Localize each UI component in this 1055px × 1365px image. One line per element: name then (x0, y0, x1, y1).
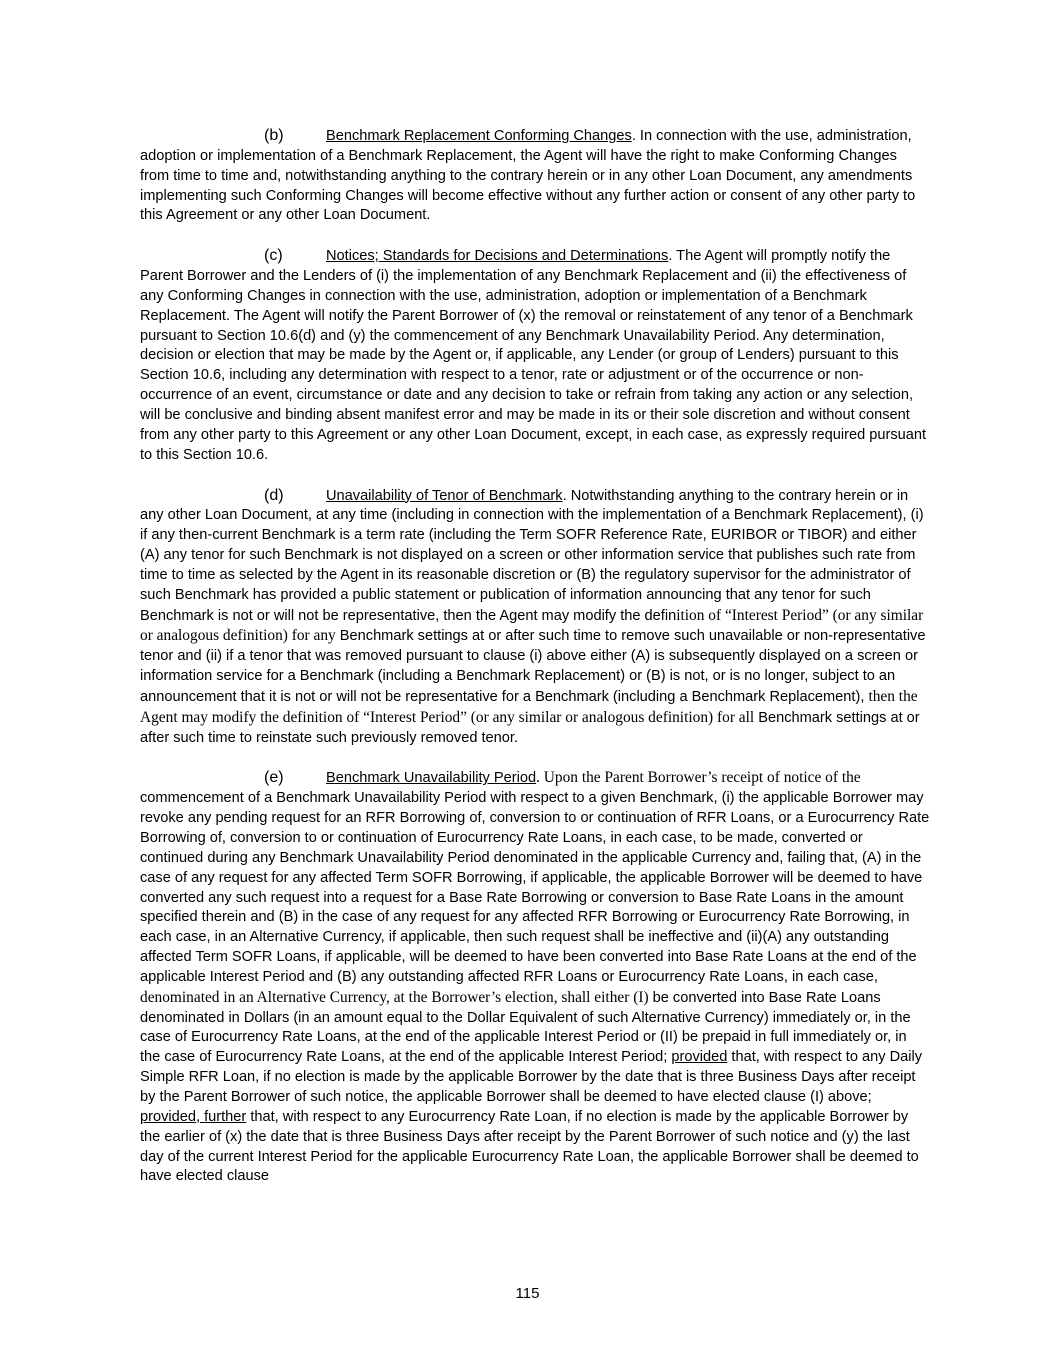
document-page (140, 126, 930, 1207)
paragraph-text-serif: then the Agent may modify the definition of “Interest Period” (or any similar or analogous definition) for all (140, 687, 918, 726)
paragraph-text: . Notwithstanding anything to the contrary herein or in any other Loan Document, at any time (including in connection with the implementation of a Benchmark Replacement), (i) if any then-current Benchmark is a term rate (including the Term SOFR Reference Rate, EURIBOR or TIBOR) and either (A) any tenor for such Benchmark is not displayed on a screen or other information service that publishes such rate from time to time as selected by the Agent in its reasonable discretion or (B) the regulatory supervisor for the administrator of such Benchmark has provided a public statement or publication of information announcing that any tenor for such Benchmark is not or will not be representative, then the Agent may modify the defin (140, 487, 924, 624)
paragraph-text-serif: denominated in an Alternative Currency, at the Borrower’s election, shall either (I) (140, 988, 649, 1006)
paragraph-heading: Unavailability of Tenor of Benchmark (326, 487, 563, 504)
comma: , (195, 1108, 205, 1125)
provided-term: provided (671, 1049, 728, 1066)
paragraph-text: that, with respect to any Eurocurrency Rate Loan, if no election is made by the applicable Borrower by the earlier of (x) the date that is three Business Days after receipt by the Parent Borrower of such notice and (y) the last day of the current Interest Period for the applicable Eurocurrency Rate Loan, the applicable Borrower shall be deemed to have elected clause (140, 1108, 919, 1185)
paragraph-text-serif: . Upon the Parent Borrower’s receipt of notice of the (536, 769, 861, 787)
paragraph-b (140, 126, 930, 226)
paragraph-heading: Notices; Standards for Decisions and Determinations (326, 248, 669, 265)
paragraph-c (140, 246, 930, 465)
paragraph-heading: Benchmark Replacement Conforming Changes (326, 128, 632, 144)
provided-term: provided (140, 1108, 196, 1125)
paragraph-e (140, 768, 930, 1187)
paragraph-heading: Benchmark Unavailability Period (326, 770, 537, 787)
paragraph-d (140, 486, 930, 749)
paragraph-marker: (d) (264, 486, 284, 504)
paragraph-marker: (c) (264, 247, 283, 265)
paragraph-text: commencement of a Benchmark Unavailability Period with respect to a given Benchmark, (i) the applicable Borrower may revoke any pending request for an RFR Borrowing of, conversion to or continuation of RFR Loans, or a Eurocurrency Rate Borrowing of, conversion to or continuation of Eurocurrency Rate Loans, in each case, to be made, converted or continued during any Benchmark Unavailability Period denominated in the applicable Currency and, failing that, (A) in the case of any request for any affected Term SOFR Borrowing, if applicable, the applicable Borrower will be deemed to have converted any such request into a request for a Base Rate Borrowing or conversion to Base Rate Loans in the amount specified therein and (B) in the case of any request for any affected RFR Borrowing or Eurocurrency Rate Borrowing, in each case, in an Alternative Currency, if applicable, then such request shall be ineffective and (ii)(A) any outstanding affected Term SOFR Loans, if applicable, will be deemed to have been converted into Base Rate Loans at the end of the applicable Interest Period and (B) any outstanding affected RFR Loans or Eurocurrency Rate Loans, in each case, (140, 790, 930, 985)
paragraph-text: Benchmark settings at or after such time to reinstate such previously removed tenor. (140, 709, 920, 746)
paragraph-text: . In connection with the use, administration, adoption or implementation of a Benchmark Replacement, the Agent will have the right to make Conforming Changes from time to time and, notwithstanding anything to the contrary herein or in any other Loan Document, any amendments implementing such Conforming Changes will become effective without any further action or consent of any other party to this Agreement or any other Loan Document. (140, 128, 916, 224)
further-term: further (204, 1108, 247, 1125)
paragraph-text: that, with respect to any Daily Simple RFR Loan, if no election is made by the applicable Borrower by the date that is three Business Days after receipt by the Parent Borrower of such notice, the applicable Borrower shall be deemed to have elected clause (I) above; (140, 1049, 923, 1105)
paragraph-text: Benchmark settings at or after such time to remove such unavailable or non-representative tenor and (ii) if a tenor that was removed pursuant to clause (i) above either (A) is subsequently displayed on a screen or information service for a Benchmark (including a Benchmark Replacement) or (B) is not, or is no longer, subject to an announcement that it is not or will not be representative for a Benchmark (including a Benchmark Replacement), (140, 628, 926, 705)
paragraph-text-serif: ition of “Interest Period” (or any similar or analogous definition) for any (140, 606, 924, 645)
page-number: 115 (515, 1285, 540, 1302)
paragraph-marker: (e) (264, 769, 284, 787)
paragraph-text: be converted into Base Rate Loans denominated in Dollars (in an amount equal to the Dollar Equivalent of such Alternative Currency) immediately or, in the case of Eurocurrency Rate Loans, at the end of the applicable Interest Period or (II) be prepaid in full immediately or, in the case of Eurocurrency Rate Loans, at the end of the applicable Interest Period; (140, 989, 911, 1066)
paragraph-text: . The Agent will promptly notify the Parent Borrower and the Lenders of (i) the implementation of any Benchmark Replacement and (ii) the effectiveness of any Conforming Changes in connection with the use, administration, adoption or implementation of a Benchmark Replacement. The Agent will notify the Parent Borrower of (x) the removal or reinstatement of any tenor of a Benchmark pursuant to Section 10.6(d) and (y) the commencement of any Benchmark Unavailability Period. Any determination, decision or election that may be made by the Agent or, if applicable, any Lender (or group of Lenders) pursuant to this Section 10.6, including any determination with respect to a tenor, rate or adjustment or of the occurrence or non-occurrence of an event, circumstance or date and any decision to take or refrain from taking any action or any selection, will be conclusive and binding absent manifest error and may be made in its or their sole discretion and without consent from any other party to this Agreement or any other Loan Document, except, in each case, as expressly required pursuant to this Section 10.6. (140, 248, 927, 463)
paragraph-marker: (b) (264, 127, 284, 144)
